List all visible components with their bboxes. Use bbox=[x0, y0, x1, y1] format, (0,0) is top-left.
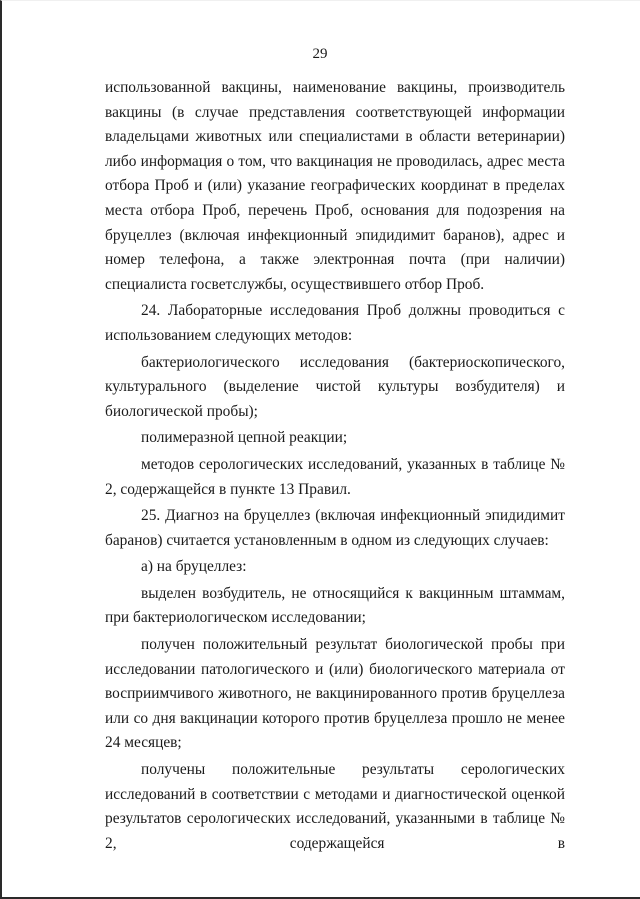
paragraph-pcr: полимеразной цепной реакции; bbox=[141, 429, 348, 447]
paragraph-item-25: 25. Диагноз на бруцеллез (включая инфекционный эпидидимит баранов) считается установленным в одном из следующих случаев: bbox=[105, 507, 565, 549]
document-body bbox=[105, 76, 565, 856]
paragraph-bacteriological: бактериологического исследования (бактериоскопического, культурального (выделение чистой культуры возбудителя) и биологической пробы); bbox=[105, 353, 565, 420]
page-number: 29 bbox=[312, 46, 328, 62]
paragraph-biological-test: получен положительный результат биологической пробы при исследовании патологического и (или) биологического материала от восприимчивого животного, не вакцинированного против бруцеллеза или со дня вакцинации которого против бруцеллеза прошло не менее 24 месяцев; bbox=[105, 636, 565, 752]
paragraph-serological-results: получены положительные результаты серологических исследований в соответствии с методами и диагностической оценкой результатов серологических исследований, указанными в таблице № 2, содержащейся в bbox=[105, 761, 565, 852]
paragraph-vaccine-info: использованной вакцины, наименование вакцины, производитель вакцины (в случае представления соответствующей информации владельцами животных или специалистами в области ветеринарии) либо информация о том, что вакцинация не проводилась, адрес места отбора Проб и (или) указание географических координат в пределах места отбора Проб, перечень Проб, основания для подозрения на бруцеллез (включая инфекционный эпидидимит баранов), адрес и номер телефона, а также электронная почта (при наличии) специалиста госветслужбы, осуществившего отбор Проб. bbox=[105, 79, 565, 293]
paragraph-subitem-a: а) на бруцеллез: bbox=[141, 558, 247, 576]
paragraph-item-24: 24. Лабораторные исследования Проб должны проводиться с использованием следующих методов: bbox=[105, 302, 565, 344]
paragraph-pathogen-isolated: выделен возбудитель, не относящийся к вакцинным штаммам, при бактериологическом исследовании; bbox=[105, 584, 565, 627]
paragraph-serological-methods: методов серологических исследований, указанных в таблице № 2, содержащейся в пункте 13 Правил. bbox=[105, 455, 565, 498]
